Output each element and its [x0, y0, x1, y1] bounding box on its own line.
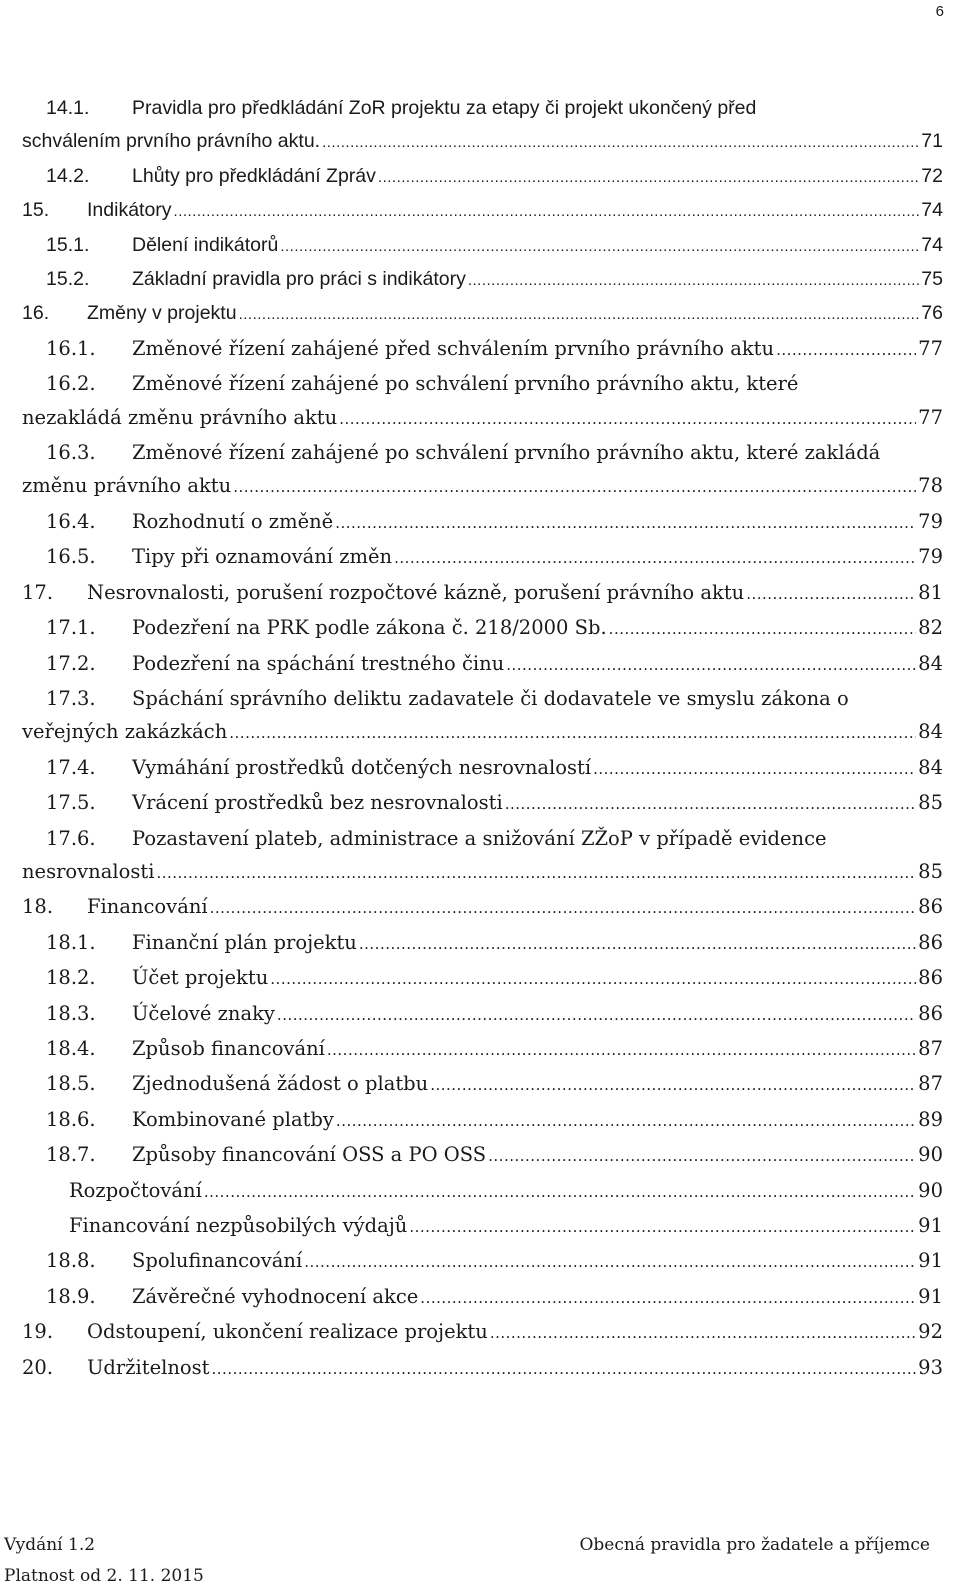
toc-leader-dots	[210, 892, 917, 925]
toc-entry-number: 16.3.	[46, 441, 96, 465]
toc-leader-dots	[212, 1353, 917, 1386]
toc-entry[interactable]	[22, 194, 943, 228]
toc-entry-title: Vrácení prostředků bez nesrovnalosti	[132, 791, 503, 815]
toc-entry-page: 79	[918, 545, 943, 569]
toc-entry-title-continued: nesrovnalosti	[22, 859, 155, 883]
toc-entry-title: Lhůty pro předkládání Zpráv	[132, 164, 376, 187]
toc-entry[interactable]	[22, 822, 943, 891]
toc-entry[interactable]	[22, 682, 943, 751]
toc-entry[interactable]	[22, 1315, 943, 1350]
toc-leader-dots	[239, 298, 920, 331]
toc-entry-title: Tipy při oznamování změn	[132, 545, 393, 569]
toc-entry[interactable]	[22, 367, 943, 436]
toc-entry[interactable]	[22, 505, 943, 540]
toc-leader-dots	[593, 753, 916, 786]
toc-leader-dots	[488, 1140, 916, 1173]
toc-leader-dots	[468, 264, 919, 297]
page-footer	[0, 1511, 960, 1593]
toc-entry[interactable]	[22, 786, 943, 821]
toc-leader-dots	[204, 1176, 916, 1209]
toc-entry-number: 17.	[22, 580, 54, 604]
footer-version: Vydání 1.2	[4, 1535, 96, 1555]
toc-entry-number: 16.2.	[46, 372, 96, 396]
toc-entry-number: 18.2.	[46, 966, 96, 990]
toc-entry-page: 78	[918, 474, 943, 498]
toc-entry[interactable]	[22, 332, 943, 367]
toc-leader-dots	[335, 507, 916, 540]
toc-entry-page: 76	[921, 302, 943, 325]
toc-entry-title-continued: nezakládá změnu právního aktu	[22, 405, 338, 429]
toc-entry[interactable]	[22, 297, 943, 331]
toc-leader-dots	[280, 230, 919, 263]
toc-entry[interactable]	[22, 1209, 943, 1244]
toc-entry[interactable]	[22, 647, 943, 682]
toc-leader-dots	[277, 999, 916, 1032]
toc-entry-title: Dělení indikátorů	[132, 233, 279, 256]
toc-entry-title: Zjednodušená žádost o platbu	[132, 1072, 429, 1096]
toc-entry-title: Závěrečné vyhodnocení akce	[132, 1284, 419, 1308]
toc-entry-number: 14.1.	[46, 97, 90, 119]
footer-document-title: Obecná pravidla pro žadatele a příjemce	[579, 1535, 930, 1555]
toc-entry-title: Účet projektu	[132, 966, 269, 990]
toc-entry-page: 85	[918, 791, 943, 815]
toc-entry-page: 91	[918, 1214, 943, 1237]
toc-entry[interactable]	[22, 1174, 943, 1209]
toc-entry-title: Rozhodnutí o změně	[132, 509, 334, 533]
toc-entry-title: Finanční plán projektu	[132, 930, 357, 954]
toc-entry-number: 18.7.	[46, 1143, 96, 1167]
toc-entry-number: 15.	[22, 199, 50, 222]
toc-entry[interactable]	[22, 436, 943, 505]
toc-entry-title: Spolufinancování	[132, 1249, 303, 1273]
toc-entry-page: 91	[918, 1249, 943, 1273]
toc-entry-title-continued: změnu právního aktu	[22, 474, 232, 498]
toc-entry-title: Pozastavení plateb, administrace a snižování ZŽoP v případě evidence	[132, 826, 827, 850]
toc-leader-dots	[409, 1211, 916, 1244]
toc-entry-title: Změny v projektu	[87, 302, 237, 325]
toc-entry-page: 75	[921, 268, 943, 291]
toc-entry-number: 18.1.	[46, 930, 96, 954]
toc-entry-number: 18.8.	[46, 1249, 96, 1273]
toc-leader-dots	[430, 1069, 916, 1102]
toc-leader-dots	[233, 471, 916, 504]
toc-entry-title: Podezření na spáchání trestného činu	[132, 651, 505, 675]
toc-entry-page: 84	[918, 755, 943, 779]
toc-leader-dots	[505, 788, 916, 821]
toc-leader-dots	[327, 1034, 916, 1067]
toc-entry[interactable]	[22, 1032, 943, 1067]
toc-entry-title: Způsob financování	[132, 1036, 325, 1060]
toc-leader-dots	[339, 403, 916, 436]
toc-entry-title: Odstoupení, ukončení realizace projektu	[87, 1320, 488, 1344]
toc-entry-number: 17.3.	[46, 686, 96, 710]
toc-leader-dots	[609, 613, 917, 646]
toc-entry-page: 89	[918, 1107, 943, 1131]
toc-entry[interactable]	[22, 997, 943, 1032]
toc-entry-page: 86	[918, 930, 943, 954]
toc-entry-page: 86	[918, 895, 943, 919]
toc-entry-number: 17.2.	[46, 651, 96, 675]
toc-entry-number: 18.5.	[46, 1072, 96, 1096]
toc-entry-number: 17.5.	[46, 791, 96, 815]
toc-entry-number: 19.	[22, 1320, 54, 1344]
toc-entry-page: 90	[918, 1143, 943, 1167]
toc-leader-dots	[378, 161, 919, 194]
toc-entry[interactable]	[22, 160, 943, 194]
toc-entry-page: 79	[918, 509, 943, 533]
toc-entry-page: 84	[918, 720, 943, 744]
toc-entry-page: 81	[918, 580, 943, 604]
toc-entry[interactable]	[22, 926, 943, 961]
toc-entry-title: Změnové řízení zahájené po schválení prvního právního aktu, které	[132, 372, 799, 396]
toc-entry[interactable]	[22, 576, 943, 611]
toc-entry[interactable]	[22, 1351, 943, 1386]
toc-entry[interactable]	[22, 1103, 943, 1138]
toc-entry[interactable]	[22, 229, 943, 263]
toc-entry-page: 77	[918, 405, 943, 429]
toc-leader-dots	[359, 928, 916, 961]
toc-entry-page: 87	[918, 1036, 943, 1060]
footer-valid-from: Platnost od 2. 11. 2015	[4, 1566, 204, 1586]
toc-entry[interactable]	[22, 961, 943, 996]
toc-entry-number: 17.4.	[46, 755, 96, 779]
toc-entry-title: Udržitelnost	[87, 1355, 210, 1379]
toc-entry-number: 18.4.	[46, 1036, 96, 1060]
toc-entry-title: Spáchání správního deliktu zadavatele či dodavatele ve smyslu zákona o	[132, 686, 849, 710]
toc-entry-title: Pravidla pro předkládání ZoR projektu za etapy či projekt ukončený před	[132, 97, 757, 119]
toc-entry[interactable]	[22, 1244, 943, 1279]
toc-entry-page: 84	[918, 651, 943, 675]
toc-entry-title: Kombinované platby	[132, 1107, 334, 1131]
table-of-contents	[22, 92, 943, 1386]
toc-leader-dots	[270, 963, 916, 996]
toc-entry-page: 93	[918, 1355, 943, 1379]
toc-entry-page: 90	[918, 1178, 943, 1202]
toc-entry-page: 77	[918, 336, 943, 360]
toc-leader-dots	[156, 857, 916, 890]
toc-entry-number: 18.3.	[46, 1001, 96, 1025]
toc-entry[interactable]	[22, 263, 943, 297]
toc-entry-page: 86	[918, 1001, 943, 1025]
toc-entry[interactable]	[22, 1138, 943, 1173]
toc-entry-title: Změnové řízení zahájené po schválení prvního právního aktu, které zakládá	[132, 441, 881, 465]
toc-entry-number: 18.9.	[46, 1284, 96, 1308]
toc-entry-number: 16.1.	[46, 336, 96, 360]
toc-entry-page: 85	[918, 859, 943, 883]
toc-entry-title: Způsoby financování OSS a PO OSS	[132, 1143, 487, 1167]
toc-leader-dots	[304, 1246, 916, 1279]
toc-leader-dots	[394, 542, 916, 575]
toc-entry[interactable]	[22, 92, 943, 160]
toc-leader-dots	[746, 578, 916, 611]
toc-entry[interactable]	[22, 751, 943, 786]
toc-entry-page: 72	[921, 164, 943, 187]
toc-entry-title: Rozpočtování	[69, 1178, 202, 1202]
toc-entry[interactable]	[22, 540, 943, 575]
toc-entry-title: Podezření na PRK podle zákona č. 218/2000 Sb.	[132, 616, 607, 640]
toc-entry-number: 15.1.	[46, 233, 90, 256]
toc-entry-number: 16.5.	[46, 545, 96, 569]
toc-entry-page: 86	[918, 966, 943, 990]
toc-entry-number: 14.2.	[46, 164, 90, 187]
toc-entry-number: 16.	[22, 302, 50, 325]
toc-leader-dots	[336, 1105, 916, 1138]
toc-entry-title: Financování	[87, 895, 208, 919]
toc-entry-page: 74	[921, 233, 943, 256]
toc-entry-title: Základní pravidla pro práci s indikátory	[132, 268, 466, 291]
toc-entry-page: 91	[918, 1284, 943, 1308]
toc-entry-title: Indikátory	[87, 199, 172, 222]
toc-entry-title: Vymáhání prostředků dotčených nesrovnalostí	[132, 755, 592, 779]
toc-entry-number: 16.4.	[46, 509, 96, 533]
toc-leader-dots	[490, 1317, 916, 1350]
toc-leader-dots	[229, 717, 916, 750]
toc-entry-number: 18.	[22, 895, 54, 919]
toc-entry-title: Změnové řízení zahájené před schválením prvního právního aktu	[132, 336, 775, 360]
toc-entry-title: Financování nezpůsobilých výdajů	[69, 1214, 408, 1237]
toc-entry-page: 92	[918, 1320, 943, 1344]
page-number: 6	[935, 3, 944, 20]
toc-entry-title-continued: veřejných zakázkách	[22, 720, 228, 744]
toc-entry-number: 18.6.	[46, 1107, 96, 1131]
toc-entry-number: 17.1.	[46, 616, 96, 640]
toc-entry-number: 17.6.	[46, 826, 96, 850]
toc-leader-dots	[776, 334, 916, 367]
toc-leader-dots	[420, 1282, 916, 1315]
toc-entry-title: Účelové znaky	[132, 1001, 275, 1025]
toc-leader-dots	[322, 126, 919, 159]
toc-entry[interactable]	[22, 611, 943, 646]
toc-entry-page: 71	[921, 130, 943, 153]
toc-leader-dots	[174, 195, 920, 228]
toc-entry-page: 82	[918, 616, 943, 640]
toc-entry-title-continued: schválením prvního právního aktu.	[22, 130, 321, 153]
toc-entry[interactable]	[22, 1067, 943, 1102]
toc-leader-dots	[506, 649, 916, 682]
toc-entry-number: 15.2.	[46, 268, 90, 291]
toc-entry-page: 87	[918, 1072, 943, 1096]
toc-entry-title: Nesrovnalosti, porušení rozpočtové kázně, porušení právního aktu	[87, 580, 745, 604]
toc-entry[interactable]	[22, 890, 943, 925]
toc-entry-number: 20.	[22, 1355, 54, 1379]
toc-entry[interactable]	[22, 1280, 943, 1315]
toc-entry-page: 74	[921, 199, 943, 222]
